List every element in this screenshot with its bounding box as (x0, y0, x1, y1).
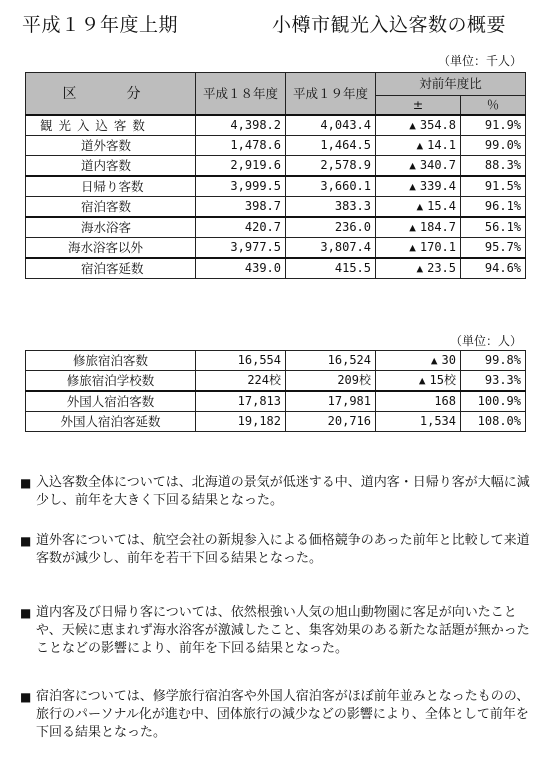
cell-pct: 91.9% (461, 115, 526, 136)
cell-h19: 3,660.1 (286, 176, 376, 197)
cell-diff: 23.5 (427, 261, 456, 275)
cell-h19: 383.3 (286, 197, 376, 218)
row-label: 観 光 入 込 客 数 (26, 115, 196, 136)
decrease-triangle-icon: ▲ (416, 200, 424, 213)
cell-pct: 99.0% (461, 136, 526, 156)
cell-diff: 15.4 (427, 199, 456, 213)
cell-h19: 4,043.4 (286, 115, 376, 136)
header-h19: 平成１９年度 (286, 73, 376, 116)
cell-diff: 170.1 (419, 240, 456, 254)
note-text: 入込客数全体については、北海道の景気が低迷する中、道内客・日帰り客が大幅に減少し、前年を大きく下回る結果となった。 (36, 475, 530, 508)
decrease-triangle-icon: ▲ (409, 241, 416, 254)
cell-h18: 17,813 (196, 391, 286, 412)
table-row (26, 351, 526, 371)
note-text: 道外客については、航空会社の新規参入による価格競争のあった前年と比較して来道客数が減少し、前年を若干下回る結果となった。 (36, 533, 530, 566)
cell-pct: 96.1% (461, 197, 526, 218)
row-label: 海水浴客以外 (26, 238, 196, 259)
cell-h18: 420.7 (196, 217, 286, 238)
cell-h18: 3,999.5 (196, 176, 286, 197)
row-label: 日帰り客数 (26, 176, 196, 197)
cell-h19: 20,716 (286, 412, 376, 432)
cell-pct: 91.5% (461, 176, 526, 197)
note-item (20, 688, 532, 742)
row-label: 道内客数 (26, 156, 196, 177)
square-bullet-icon: ■ (20, 690, 32, 704)
header-diff: ± (376, 96, 461, 116)
row-label: 宿泊客延数 (26, 258, 196, 279)
decrease-triangle-icon: ▲ (418, 374, 426, 387)
table-row (26, 238, 526, 259)
square-bullet-icon: ■ (20, 476, 32, 490)
row-label: 宿泊客数 (26, 197, 196, 218)
header-category: 区 分 (26, 73, 196, 116)
row-label: 海水浴客 (26, 217, 196, 238)
header-pct: ％ (461, 96, 526, 116)
note-item (20, 532, 532, 568)
cell-h18: 398.7 (196, 197, 286, 218)
cell-h19: 236.0 (286, 217, 376, 238)
cell-pct: 94.6% (461, 258, 526, 279)
table-row (26, 217, 526, 238)
cell-h19: 17,981 (286, 391, 376, 412)
header-h18: 平成１８年度 (196, 73, 286, 116)
row-label: 道外客数 (26, 136, 196, 156)
cell-pct: 95.7% (461, 238, 526, 259)
cell-h19: 2,578.9 (286, 156, 376, 177)
cell-diff: 30 (441, 353, 456, 367)
cell-pct: 56.1% (461, 217, 526, 238)
table-row (26, 156, 526, 177)
note-item (20, 474, 532, 510)
row-label: 修旅宿泊客数 (26, 351, 196, 371)
row-label: 外国人宿泊客延数 (26, 412, 196, 432)
decrease-triangle-icon: ▲ (409, 180, 416, 193)
table-row (26, 412, 526, 432)
square-bullet-icon: ■ (20, 534, 32, 548)
cell-h18: 19,182 (196, 412, 286, 432)
note-text: 宿泊客については、修学旅行宿泊客や外国人宿泊客がほぼ前年並みとなったものの、旅行のパーソナル化が進む中、団体旅行の減少などの影響により、全体として前年を下回る結果となった。 (36, 689, 530, 740)
cell-h19: 1,464.5 (286, 136, 376, 156)
cell-pct: 88.3% (461, 156, 526, 177)
visitor-count-table (25, 72, 526, 279)
decrease-triangle-icon: ▲ (409, 221, 416, 234)
cell-pct: 93.3% (461, 371, 526, 392)
cell-h19: 3,807.4 (286, 238, 376, 259)
decrease-triangle-icon: ▲ (409, 119, 416, 132)
cell-diff: 15校 (429, 373, 456, 387)
cell-diff: 339.4 (419, 179, 456, 193)
cell-pct: 100.9% (461, 391, 526, 412)
cell-h18: 16,554 (196, 351, 286, 371)
decrease-triangle-icon: ▲ (409, 159, 416, 172)
table-row (26, 176, 526, 197)
cell-diff: 340.7 (419, 158, 456, 172)
row-label: 修旅宿泊学校数 (26, 371, 196, 392)
title-subject: 小樽市観光入込客数の概要 (272, 14, 507, 36)
cell-pct: 108.0% (461, 412, 526, 432)
cell-diff: 14.1 (427, 138, 456, 152)
cell-diff: 168 (434, 394, 456, 408)
page-title (22, 10, 532, 36)
table-row (26, 136, 526, 156)
cell-h18: 224校 (196, 371, 286, 392)
cell-diff: 354.8 (419, 118, 456, 132)
decrease-triangle-icon: ▲ (416, 139, 424, 152)
cell-h18: 3,977.5 (196, 238, 286, 259)
table-row (26, 258, 526, 279)
cell-h18: 439.0 (196, 258, 286, 279)
cell-h19: 16,524 (286, 351, 376, 371)
table1-unit: （単位：千人） (437, 54, 522, 68)
cell-pct: 99.8% (461, 351, 526, 371)
title-period: 平成１９年度上期 (22, 14, 179, 36)
table-row (26, 371, 526, 392)
square-bullet-icon: ■ (20, 606, 32, 620)
row-label: 外国人宿泊客数 (26, 391, 196, 412)
table-row (26, 391, 526, 412)
decrease-triangle-icon: ▲ (430, 354, 438, 367)
note-item (20, 604, 532, 658)
cell-h19: 209校 (286, 371, 376, 392)
note-text: 道内客及び日帰り客については、依然根強い人気の旭山動物園に客足が向いたことや、天候に恵まれず海水浴客が激減したこと、集客効果のある新たな話題が無かったことなどの影響により、前年を下回る結果となった。 (36, 605, 530, 656)
table2-unit: （単位：人） (449, 334, 522, 348)
cell-h19: 415.5 (286, 258, 376, 279)
table-row (26, 197, 526, 218)
header-yoy: 対前年度比 (376, 73, 526, 96)
lodging-table (25, 350, 526, 432)
cell-h18: 1,478.6 (196, 136, 286, 156)
cell-h18: 2,919.6 (196, 156, 286, 177)
decrease-triangle-icon: ▲ (416, 262, 424, 275)
cell-h18: 4,398.2 (196, 115, 286, 136)
cell-diff: 1,534 (419, 414, 456, 428)
table-row (26, 115, 526, 136)
cell-diff: 184.7 (419, 220, 456, 234)
